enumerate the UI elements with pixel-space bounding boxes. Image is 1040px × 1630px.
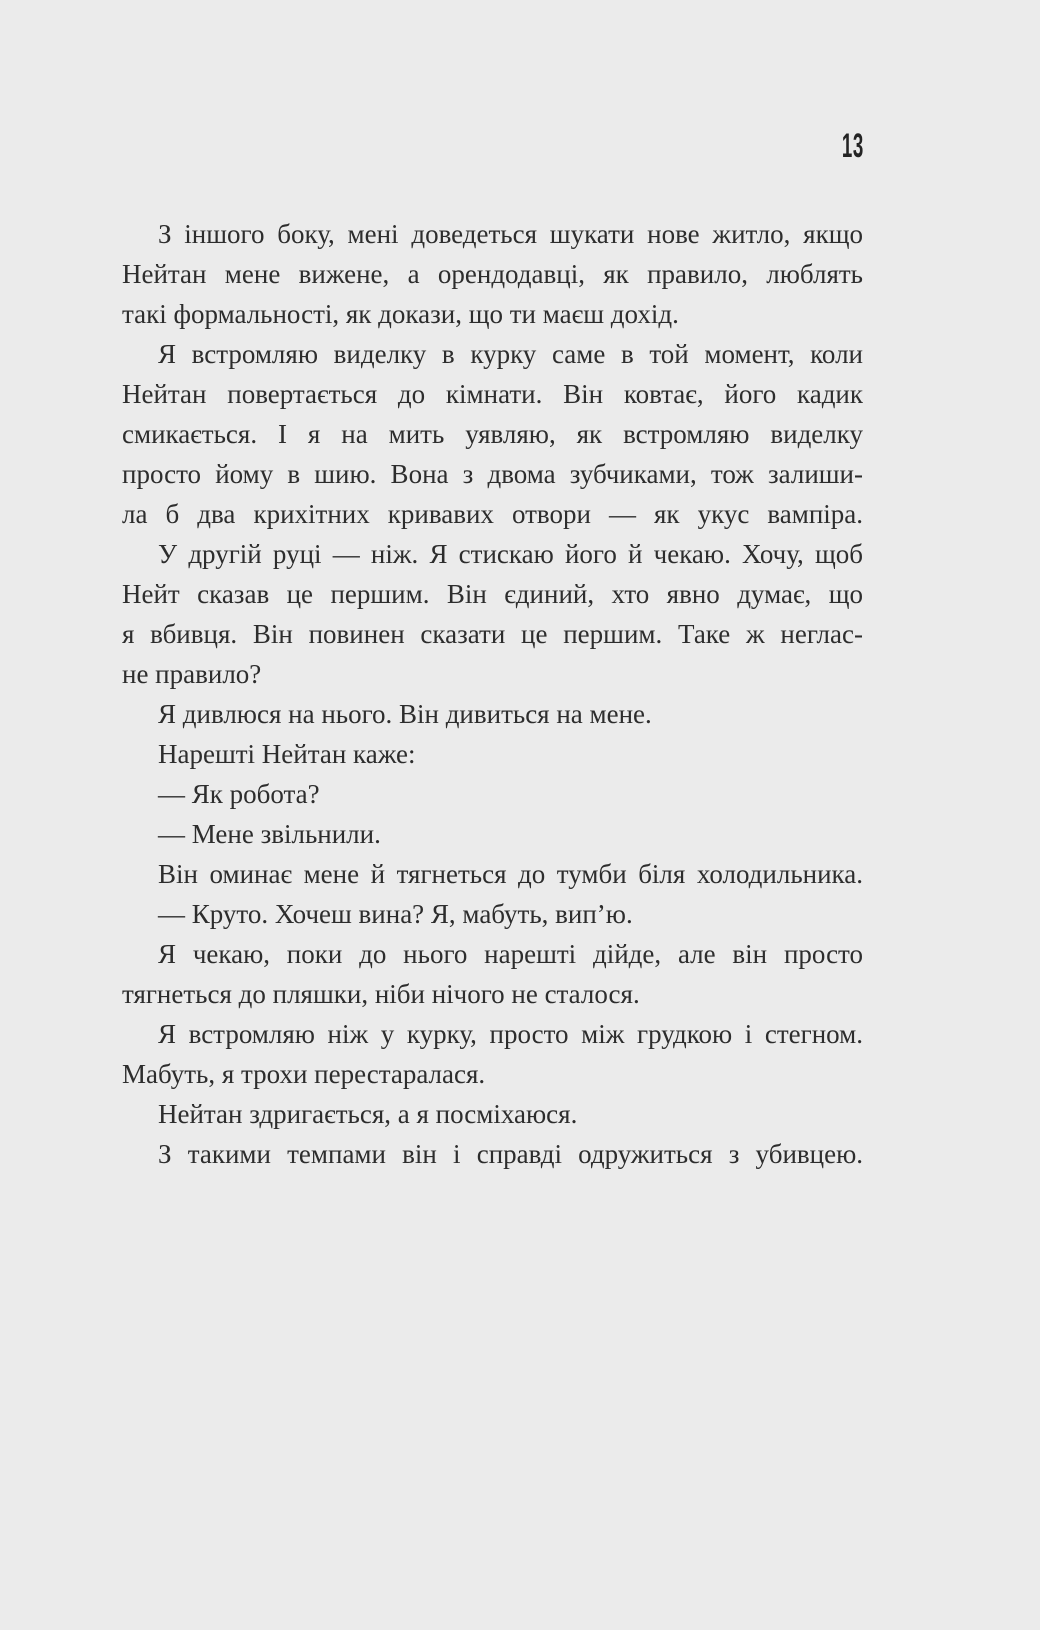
text-line: Мабуть, я трохи перестаралася.: [122, 1059, 486, 1089]
text-line: тягнеться до пляшки, ніби нічого не сталося.: [122, 979, 640, 1009]
text-line: З такими темпами він і справді одружиться з убивцею.: [158, 1139, 863, 1169]
text-line: ла б два крихітних кривавих отвори — як укус вампіра.: [122, 499, 863, 529]
text-line: такі формальності, як докази, що ти маєш дохід.: [122, 299, 679, 329]
text-line: Я встромляю виделку в курку саме в той момент, коли: [158, 339, 863, 369]
text-line: просто йому в шию. Вона з двома зубчиками, тож залиши-: [122, 459, 863, 489]
text-line: Я дивлюся на нього. Він дивиться на мене.: [158, 699, 652, 729]
text-line: я вбивця. Він повинен сказати це першим. Таке ж неглас-: [122, 619, 863, 649]
page-text: [122, 214, 863, 1174]
page-number: 13: [842, 127, 864, 165]
text-line: Я чекаю, поки до нього нарешті дійде, але він просто: [158, 939, 863, 969]
text-line: — Мене звільнили.: [158, 819, 381, 849]
text-line: — Круто. Хочеш вина? Я, мабуть, вип’ю.: [158, 899, 633, 929]
text-line: смикається. І я на мить уявляю, як встромляю виделку: [122, 419, 863, 449]
text-line: — Як робота?: [158, 779, 320, 809]
text-line: Він оминає мене й тягнеться до тумби біля холодильника.: [158, 859, 863, 889]
text-line: Нейтан мене вижене, а орендодавці, як правило, люблять: [122, 259, 863, 289]
text-line: не правило?: [122, 659, 262, 689]
text-line: Нарешті Нейтан каже:: [158, 739, 416, 769]
text-line: У другій руці — ніж. Я стискаю його й чекаю. Хочу, щоб: [158, 539, 863, 569]
text-line: Я встромляю ніж у курку, просто між грудкою і стегном.: [158, 1019, 863, 1049]
text-line: Нейтан здригається, а я посміхаюся.: [158, 1099, 578, 1129]
text-line: Нейтан повертається до кімнати. Він ковтає, його кадик: [122, 379, 863, 409]
text-line: З іншого боку, мені доведеться шукати нове житло, якщо: [158, 219, 863, 249]
text-line: Нейт сказав це першим. Він єдиний, хто явно думає, що: [122, 579, 863, 609]
